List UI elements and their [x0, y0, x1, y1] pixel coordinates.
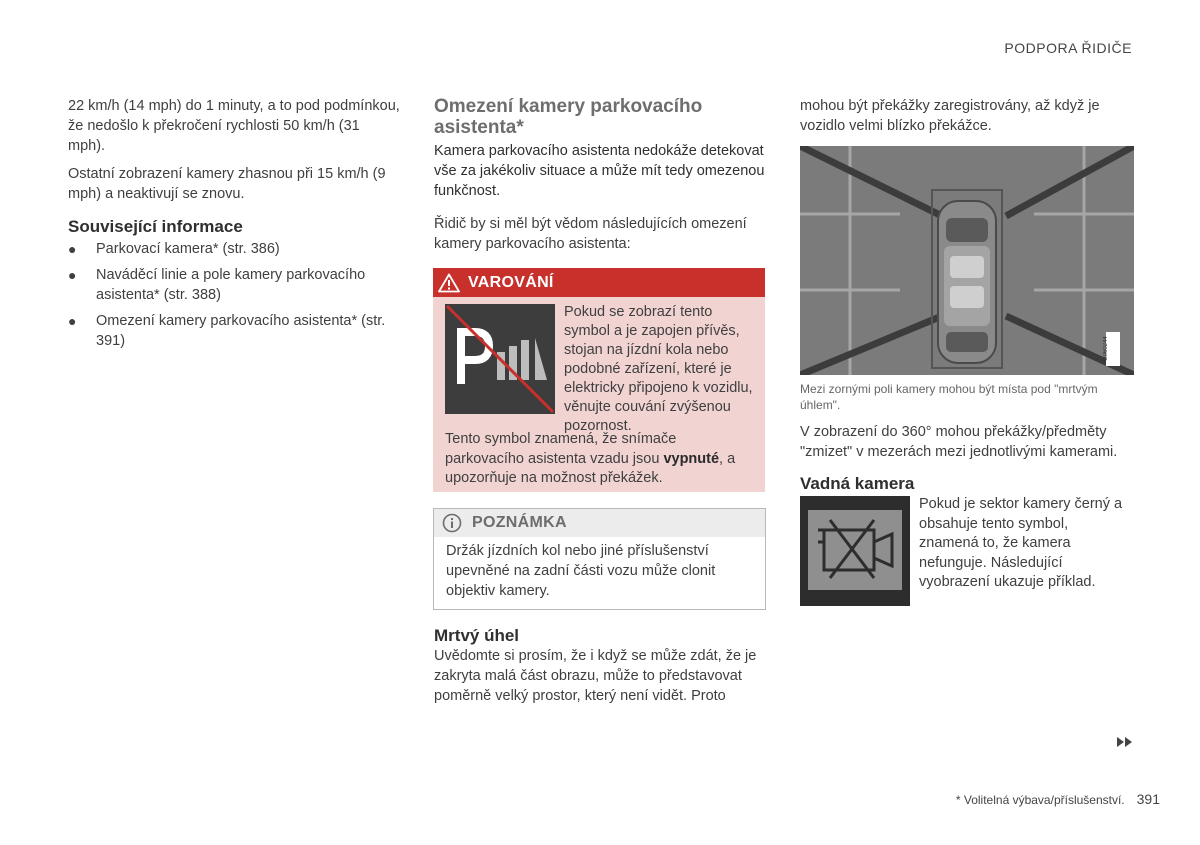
parking-sensor-off-icon — [445, 304, 555, 414]
column-2-top — [434, 96, 766, 254]
note-text: Držák jízdních kol nebo jiné příslušenství upevněné na zadní části vozu může clonit objektiv kamery. — [446, 543, 716, 599]
paragraph: Ostatní zobrazení kamery zhasnou při 15 km/h (9 mph) a neaktivují se znovu. — [68, 166, 386, 202]
intro-paragraph: Kamera parkovacího asistenta nedokáže detekovat vše za jakékoliv situace a může mít tedy omezenou funkčnost. — [434, 143, 765, 199]
info-icon — [442, 513, 462, 533]
footnote: * Volitelná výbava/příslušenství. — [955, 793, 1125, 807]
related-link[interactable]: ● Parkovací kamera* (str. 386) — [68, 241, 280, 257]
paragraph: Řidič by si měl být vědom následujících omezení kamery parkovacího asistenta: — [434, 216, 747, 252]
page-number: 391 — [1136, 791, 1160, 807]
camera-view-figure — [800, 146, 1134, 375]
page-footer — [956, 791, 1160, 807]
related-link[interactable]: ● Omezení kamery parkovacího asistenta* (str. 391) — [68, 313, 386, 349]
faulty-camera-heading: Vadná kamera — [800, 474, 915, 493]
faulty-camera-text: Pokud je sektor kamery černý a obsahuje tento symbol, znamená to, že kamera nefunguje. Následující vyobrazení ukazuje příklad. — [919, 496, 1123, 590]
warning-label: VAROVÁNÍ — [468, 273, 554, 291]
warning-box — [433, 268, 765, 492]
related-link[interactable]: ● Naváděcí linie a pole kamery parkovacího asistenta* (str. 388) — [68, 267, 366, 303]
column-1 — [68, 96, 400, 357]
page-header: PODPORA ŘIDIČE — [1004, 40, 1132, 56]
blind-spot-section — [434, 626, 766, 706]
camera-fault-icon — [800, 496, 910, 606]
figure-caption: Mezi zornými poli kamery mohou být místa pod "mrtvým úhlem". — [800, 382, 1098, 412]
bullet-icon: ● — [68, 313, 77, 329]
next-page-icon[interactable] — [1116, 735, 1134, 753]
bullet-icon: ● — [68, 241, 77, 257]
warning-header — [433, 268, 765, 297]
bullet-icon: ● — [68, 267, 77, 283]
figure-code: G060244 — [1103, 336, 1109, 362]
note-header — [434, 509, 765, 537]
note-label: POZNÁMKA — [472, 514, 567, 531]
related-links-list — [68, 239, 400, 351]
paragraph: V zobrazení do 360° mohou překážky/předměty "zmizet" v mezerách mezi jednotlivými kamerami. — [800, 424, 1118, 460]
paragraph: 22 km/h (14 mph) do 1 minuty, a to pod podmínkou, že nedošlo k překročení rychlosti 50 km/h (31 mph). — [68, 98, 400, 154]
blind-spot-heading: Mrtvý úhel — [434, 626, 520, 645]
warning-text: Tento symbol znamená, že snímače parkovacího asistenta vzadu jsou vypnuté, a upozorňuje na možnost překážek. — [445, 431, 736, 486]
note-box — [433, 508, 766, 610]
paragraph: Uvědomte si prosím, že i když se může zdát, že je zakryta malá část obrazu, může to představovat poměrně velký prostor, který není vidět. Proto — [434, 648, 757, 704]
section-title: Omezení kamery parkovacího asistenta* — [434, 96, 703, 138]
warning-side-text: Pokud se zobrazí tento symbol a je zapojen přívěs, stojan na jízdní kola nebo podobné zařízení, které je elektricky připojeno k vozidlu, věnujte couvání zvýšenou pozornost. — [564, 304, 753, 434]
warning-triangle-icon — [438, 273, 460, 293]
related-info-heading: Související informace — [68, 217, 243, 236]
paragraph: mohou být překážky zaregistrovány, až když je vozidlo velmi blízko překážce. — [800, 98, 1100, 134]
